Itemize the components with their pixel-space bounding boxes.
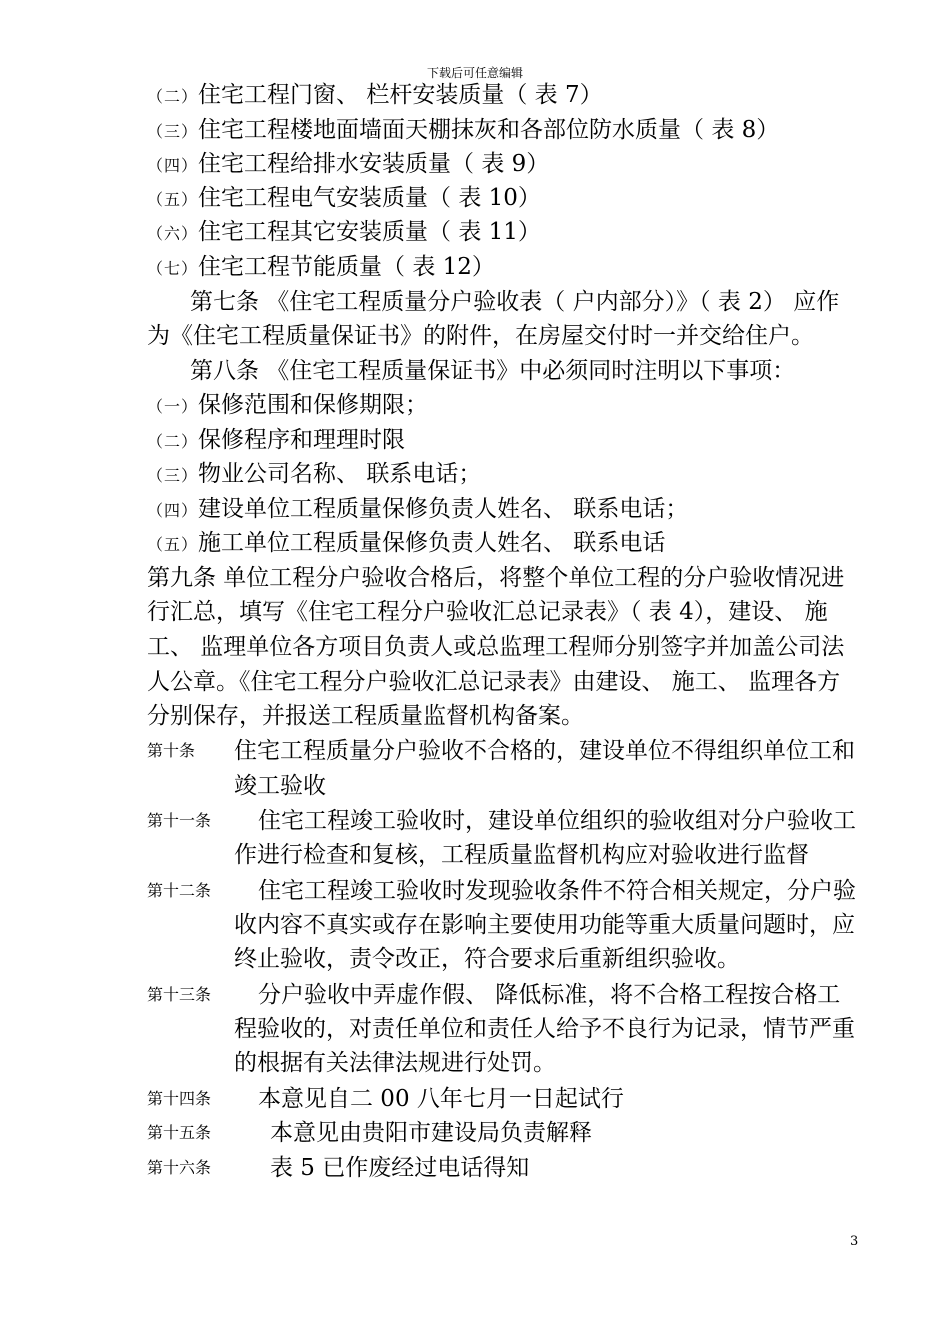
- article-text: 表 5 已作废经过电话得知: [270, 1155, 530, 1181]
- list-marker: （四）: [147, 156, 199, 175]
- list-marker: （七）: [147, 259, 199, 278]
- article-text: 终止验收，责令改正，符合要求后重新组织验收。: [234, 946, 740, 972]
- list-marker: （二）: [147, 432, 199, 451]
- article-label: 第十四条: [147, 1089, 212, 1108]
- article-9-line: 行汇总，填写《住宅工程分户验收汇总记录表》（ 表 4），建设、 施: [147, 599, 828, 625]
- article-7-line-1: 第七条 《住宅工程质量分户验收表（ 户内部分）》（ 表 2） 应作: [190, 289, 840, 315]
- list-marker: （五）: [147, 190, 199, 209]
- article-9-line: 人公章。《住宅工程分户验收汇总记录表》由建设、 施工、 监理各方: [147, 669, 841, 695]
- article-text: 收内容不真实或存在影响主要使用功能等重大质量问题时，应: [234, 912, 855, 938]
- list-item: [147, 425, 867, 457]
- article-label: 第十条: [147, 741, 196, 760]
- list-text: 施工单位工程质量保修负责人姓名、 联系电话: [198, 530, 666, 556]
- page-header: 下载后可任意编辑: [426, 66, 523, 80]
- list-text: 住宅工程节能质量（ 表 12）: [198, 254, 495, 280]
- list-text: 物业公司名称、 联系电话；: [198, 461, 482, 487]
- list-marker: （四）: [147, 501, 199, 520]
- list-marker: （六）: [147, 224, 199, 243]
- list-text: 住宅工程门窗、 栏杆安装质量（ 表 7）: [198, 82, 603, 108]
- list-item: [147, 80, 867, 112]
- list-item: [147, 390, 867, 422]
- list-text: 保修程序和理理时限: [198, 427, 406, 453]
- article-text: 竣工验收: [234, 773, 326, 799]
- article-text: 住宅工程质量分户验收不合格的，建设单位不得组织单位工和: [234, 738, 855, 764]
- article-9-line: 第九条 单位工程分户验收合格后，将整个单位工程的分户验收情况进: [147, 565, 845, 591]
- list-text: 住宅工程电气安装质量（ 表 10）: [198, 185, 541, 211]
- list-text: 保修范围和保修期限；: [198, 392, 429, 418]
- list-marker: （二）: [147, 87, 199, 106]
- article-text: 分户验收中弄虚作假、 降低标准，将不合格工程按合格工: [258, 982, 841, 1008]
- list-item: [147, 183, 867, 215]
- article-9-line: 分别保存，并报送工程质量监督机构备案。: [147, 703, 584, 729]
- list-item: [147, 217, 867, 249]
- list-item: [147, 459, 867, 491]
- page-number: 3: [850, 1234, 859, 1249]
- list-marker: （一）: [147, 397, 199, 416]
- list-item: [147, 528, 867, 560]
- list-text: 住宅工程楼地面墙面天棚抹灰和各部位防水质量（ 表 8）: [198, 117, 780, 143]
- article-text: 本意见自二 00 八年七月一日起试行: [258, 1086, 624, 1112]
- article-9-line: 工、 监理单位各方项目负责人或总监理工程师分别签字并加盖公司法: [147, 634, 845, 660]
- article-text: 的根据有关法律法规进行处罚。: [234, 1050, 556, 1076]
- list-item: [147, 115, 867, 147]
- article-text: 住宅工程竣工验收时发现验收条件不符合相关规定，分户验: [258, 878, 856, 904]
- article-label: 第十五条: [147, 1123, 212, 1142]
- article-text: 程验收的，对责任单位和责任人给予不良行为记录，情节严重: [234, 1016, 855, 1042]
- list-item: [147, 149, 867, 181]
- article-label: 第十三条: [147, 985, 212, 1004]
- article-text: 本意见由贵阳市建设局负责解释: [270, 1120, 592, 1146]
- article-text: 作进行检查和复核，工程质量监督机构应对验收进行监督: [234, 842, 809, 868]
- list-item: [147, 252, 867, 284]
- article-7-line-2: 为《住宅工程质量保证书》的附件，在房屋交付时一并交给住户。: [147, 323, 814, 349]
- article-8-line-1: 第八条 《住宅工程质量保证书》中必须同时注明以下事项：: [190, 358, 796, 384]
- article-label: 第十六条: [147, 1158, 212, 1177]
- list-text: 住宅工程给排水安装质量（ 表 9）: [198, 151, 550, 177]
- list-marker: （三）: [147, 466, 199, 485]
- list-item: [147, 494, 867, 526]
- list-marker: （五）: [147, 535, 199, 554]
- list-text: 住宅工程其它安装质量（ 表 11）: [198, 219, 541, 245]
- list-marker: （三）: [147, 122, 199, 141]
- article-text: 住宅工程竣工验收时，建设单位组织的验收组对分户验收工: [258, 808, 856, 834]
- article-label: 第十二条: [147, 881, 212, 900]
- list-text: 建设单位工程质量保修负责人姓名、 联系电话；: [198, 496, 689, 522]
- article-label: 第十一条: [147, 811, 212, 830]
